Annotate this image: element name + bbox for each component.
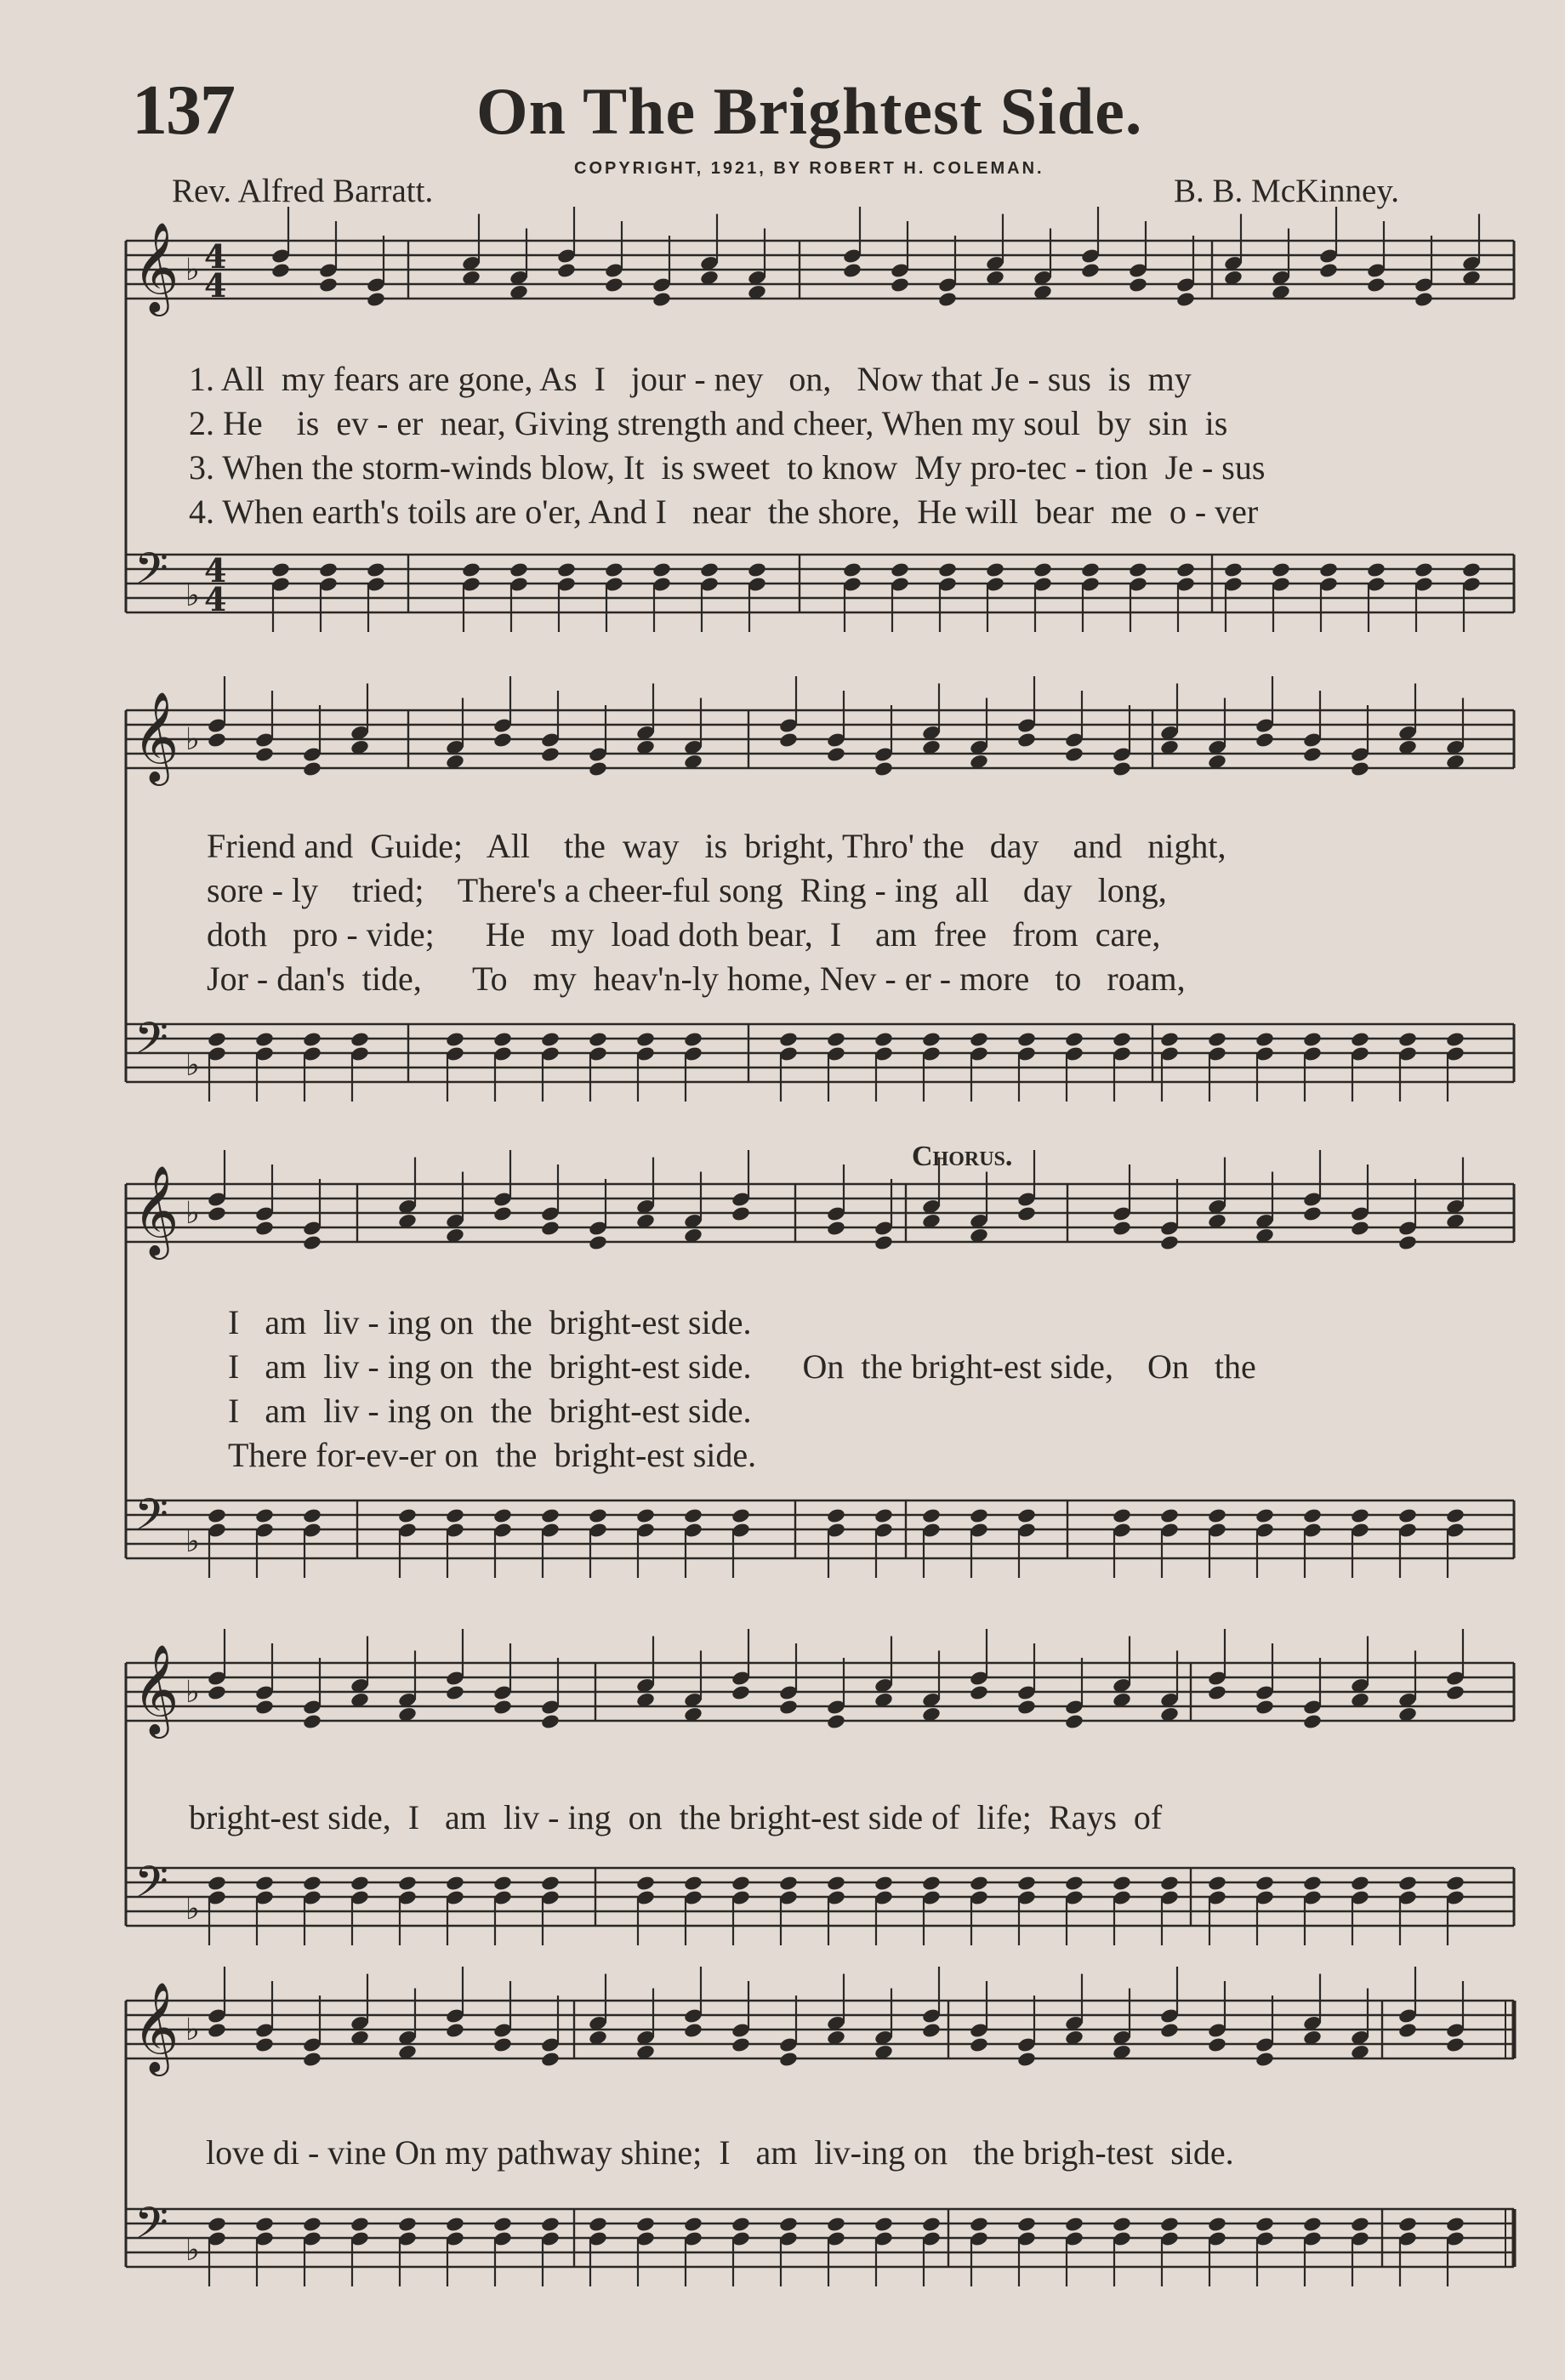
system-2-bass-note	[540, 1031, 561, 1048]
system-2-treble-note	[302, 760, 322, 777]
system-1-treble-note	[604, 276, 624, 293]
system-1-treble-note	[1128, 276, 1148, 293]
system-2-bass-note	[635, 1031, 656, 1048]
system-1-treble-note	[890, 276, 910, 293]
system-4-bass-note	[302, 1875, 322, 1892]
system-3-treble-clef: 𝄞	[133, 1164, 179, 1255]
system-5-treble-note	[969, 2036, 989, 2053]
system-2-bass-note	[350, 1031, 370, 1048]
system-2-treble-note	[540, 746, 561, 763]
system-4-treble-note	[445, 1684, 465, 1701]
system-3-treble-note	[1397, 1234, 1418, 1251]
system-5-bass-note	[1255, 2216, 1275, 2233]
verse-1-line-1: 1. All my fears are gone, As I jour - ney on, Now that Je - sus is my	[189, 360, 1192, 398]
verse-4-line-1: 4. When earth's toils are o'er, And I near the shore, He will bear me o - ver	[189, 493, 1259, 531]
system-5-bass-note	[254, 2216, 275, 2233]
system-4-bass-note	[1445, 1875, 1465, 1892]
system-5-bass-note	[302, 2216, 322, 2233]
system-1-treble-note	[842, 262, 862, 279]
system-4-bass-note	[1302, 1875, 1323, 1892]
system-3-treble-note	[540, 1220, 561, 1237]
system-5-treble-note	[1445, 2036, 1465, 2053]
system-4-bass-note	[1255, 1875, 1275, 1892]
system-4-bass-note	[826, 1875, 846, 1892]
verse-3-line-1: 3. When the storm-winds blow, It is sweet to know My pro-tec - tion Je - sus	[189, 448, 1266, 487]
system-2-bass-note	[1302, 1031, 1323, 1048]
system-5-bass-note	[588, 2216, 608, 2233]
system-3-treble-note	[492, 1205, 513, 1222]
system-2-treble-note	[1064, 746, 1084, 763]
system-5-bass-note	[683, 2216, 703, 2233]
system-4-treble-note	[778, 1699, 799, 1716]
system-5-treble-flat: ♭	[185, 2013, 200, 2047]
system-5-bass-note	[635, 2216, 656, 2233]
system-2-treble-flat: ♭	[185, 722, 200, 757]
chorus-label: Chorus.	[912, 1141, 1013, 1172]
system-2-bass-note	[969, 1031, 989, 1048]
system-1-bass-time-bottom: 4	[204, 580, 227, 618]
system-1-treble-note	[1414, 291, 1434, 308]
system-5-bass-note	[778, 2216, 799, 2233]
system-3-treble-note	[1159, 1234, 1180, 1251]
system-4-bass-note	[874, 1875, 894, 1892]
system-4-treble-note	[969, 1684, 989, 1701]
system-3-bass-note	[1302, 1507, 1323, 1524]
system-5-treble-note	[1397, 2022, 1418, 2039]
system-3-bass-note	[1445, 1507, 1465, 1524]
system-1-treble-note	[1366, 276, 1386, 293]
system-1-bass-note	[1128, 561, 1148, 578]
system-4-bass-note	[1207, 1875, 1227, 1892]
system-1-bass-time-top: 4	[204, 551, 227, 589]
system-2-bass-flat: ♭	[185, 1048, 200, 1083]
system-3-treble-note	[731, 1205, 751, 1222]
system-5-treble-note	[1255, 2051, 1275, 2068]
system-1-bass-note	[1414, 561, 1434, 578]
system-5-treble-clef: 𝄞	[133, 1981, 179, 2072]
system-1-bass-note	[1223, 561, 1243, 578]
system-3-treble-note	[254, 1220, 275, 1237]
system-1-bass-note	[604, 561, 624, 578]
system-5-treble-note	[445, 2022, 465, 2039]
verse-4-line-2: Jor - dan's tide, To my heav'n-ly home, Nev - er - more to roam,	[207, 959, 1186, 998]
system-1-treble-note	[652, 291, 672, 308]
system-4-bass-note	[731, 1875, 751, 1892]
system-4-treble-note	[1255, 1699, 1275, 1716]
system-2-treble-note	[1112, 760, 1132, 777]
system-1-bass-clef: 𝄢	[134, 543, 168, 605]
system-4-treble-note	[302, 1713, 322, 1730]
system-3-treble-note	[588, 1234, 608, 1251]
system-3-bass-note	[1255, 1507, 1275, 1524]
system-2-bass-note	[1112, 1031, 1132, 1048]
system-1-treble-note	[1318, 262, 1339, 279]
system-5-bass-note	[731, 2216, 751, 2233]
system-4-bass-note	[1350, 1875, 1370, 1892]
system-2-treble-note	[1350, 760, 1370, 777]
system-5-bass-note	[350, 2216, 370, 2233]
chorus-line-2: love di - vine On my pathway shine; I am liv-ing on the brigh-test side.	[206, 2133, 1234, 2172]
system-2-treble-note	[1255, 732, 1275, 749]
system-5-treble-note	[1207, 2036, 1227, 2053]
system-2-bass-note	[778, 1031, 799, 1048]
system-3-bass-note	[540, 1507, 561, 1524]
verse-2-line-3: I am liv - ing on the bright-est side. On the bright-est side, On the	[228, 1347, 1256, 1386]
system-3-bass-note	[397, 1507, 418, 1524]
system-5-bass-note	[921, 2216, 942, 2233]
system-4-treble-note	[254, 1699, 275, 1716]
system-5-bass-note	[1016, 2216, 1037, 2233]
system-4-bass-note	[350, 1875, 370, 1892]
system-1-treble-note	[366, 291, 386, 308]
system-3-bass-note	[302, 1507, 322, 1524]
system-2-bass-note	[207, 1031, 227, 1048]
system-4-bass-note	[969, 1875, 989, 1892]
system-5-bass-clef: 𝄢	[134, 2197, 168, 2259]
hymn-title: On The Brightest Side.	[476, 74, 1143, 148]
system-3-bass-note	[874, 1507, 894, 1524]
system-1-bass-note	[1033, 561, 1053, 578]
composer-credit: B. B. McKinney.	[1174, 173, 1400, 209]
system-4-treble-note	[826, 1713, 846, 1730]
system-2-bass-note	[492, 1031, 513, 1048]
lyricist-credit: Rev. Alfred Barratt.	[172, 173, 434, 209]
system-2-bass-note	[254, 1031, 275, 1048]
system-3-bass-note	[207, 1507, 227, 1524]
system-4-treble-flat: ♭	[185, 1675, 200, 1710]
verse-1-line-3: I am liv - ing on the bright-est side.	[228, 1303, 752, 1341]
system-3-treble-note	[874, 1234, 894, 1251]
system-1-treble-flat: ♭	[185, 253, 200, 288]
system-2-bass-note	[921, 1031, 942, 1048]
system-4-bass-note	[921, 1875, 942, 1892]
system-1-bass-note	[1461, 561, 1482, 578]
system-5-bass-note	[397, 2216, 418, 2233]
system-3-bass-note	[1016, 1507, 1037, 1524]
system-1-bass-note	[1080, 561, 1101, 578]
system-1-bass-note	[1175, 561, 1196, 578]
system-2-treble-note	[588, 760, 608, 777]
copyright-notice: COPYRIGHT, 1921, BY ROBERT H. COLEMAN.	[574, 159, 1044, 178]
system-2-bass-note	[1255, 1031, 1275, 1048]
system-2-bass-note	[1350, 1031, 1370, 1048]
system-5-treble-note	[1016, 2051, 1037, 2068]
system-1-bass-note	[1318, 561, 1339, 578]
system-5-bass-note	[445, 2216, 465, 2233]
system-1-bass-note	[1271, 561, 1291, 578]
system-2-bass-note	[1207, 1031, 1227, 1048]
system-4-bass-note	[445, 1875, 465, 1892]
system-3-bass-note	[492, 1507, 513, 1524]
system-4-treble-note	[1016, 1699, 1037, 1716]
system-3-treble-note	[207, 1205, 227, 1222]
system-3-bass-note	[826, 1507, 846, 1524]
system-5-treble-note	[540, 2051, 561, 2068]
system-3-treble-note	[302, 1234, 322, 1251]
system-5-bass-note	[1350, 2216, 1370, 2233]
system-4-bass-note	[397, 1875, 418, 1892]
system-1-bass-note	[270, 561, 291, 578]
system-4-treble-note	[540, 1713, 561, 1730]
system-4-treble-note	[1064, 1713, 1084, 1730]
system-2-treble-note	[874, 760, 894, 777]
system-2-bass-note	[1016, 1031, 1037, 1048]
system-1-treble-time-bottom: 4	[204, 266, 227, 305]
system-1-treble-clef: 𝄞	[133, 221, 179, 312]
system-4-bass-clef: 𝄢	[134, 1856, 168, 1918]
system-4-bass-note	[1397, 1875, 1418, 1892]
system-3-bass-note	[731, 1507, 751, 1524]
system-1-bass-note	[1366, 561, 1386, 578]
system-3-bass-note	[969, 1507, 989, 1524]
system-2-bass-note	[302, 1031, 322, 1048]
system-3-treble-note	[1112, 1220, 1132, 1237]
chorus-line-1: bright-est side, I am liv - ing on the bright-est side of life; Rays of	[189, 1798, 1163, 1836]
system-5-treble-note	[302, 2051, 322, 2068]
system-1-treble-note	[1080, 262, 1101, 279]
system-4-treble-note	[492, 1699, 513, 1716]
system-2-bass-note	[874, 1031, 894, 1048]
hymn-number: 137	[132, 71, 234, 150]
system-4-treble-note	[1302, 1713, 1323, 1730]
system-2-bass-clef: 𝄢	[134, 1012, 168, 1074]
system-2-bass-note	[1397, 1031, 1418, 1048]
system-4-bass-note	[1064, 1875, 1084, 1892]
system-1-bass-note	[556, 561, 577, 578]
system-1-bass-note	[699, 561, 720, 578]
system-3-bass-note	[1397, 1507, 1418, 1524]
system-3-treble-note	[826, 1220, 846, 1237]
system-5-treble-note	[778, 2051, 799, 2068]
system-4-bass-note	[207, 1875, 227, 1892]
system-5-treble-note	[731, 2036, 751, 2053]
system-1-bass-note	[747, 561, 767, 578]
system-4-bass-note	[1159, 1875, 1180, 1892]
system-4-treble-note	[1445, 1684, 1465, 1701]
system-2-bass-note	[588, 1031, 608, 1048]
system-2-treble-note	[207, 732, 227, 749]
system-1-treble-note	[318, 276, 339, 293]
system-5-bass-note	[874, 2216, 894, 2233]
system-3-bass-note	[445, 1507, 465, 1524]
system-5-bass-note	[826, 2216, 846, 2233]
system-1-bass-note	[890, 561, 910, 578]
system-3-treble-flat: ♭	[185, 1196, 200, 1231]
verse-2-line-1: 2. He is ev - er near, Giving strength and cheer, When my soul by sin is	[189, 404, 1228, 442]
system-2-treble-note	[254, 746, 275, 763]
system-2-bass-note	[683, 1031, 703, 1048]
system-1-treble-note	[937, 291, 958, 308]
system-4-bass-note	[683, 1875, 703, 1892]
system-2-treble-clef: 𝄞	[133, 691, 179, 782]
system-4-bass-note	[1016, 1875, 1037, 1892]
system-3-treble-note	[1302, 1205, 1323, 1222]
system-2-bass-note	[1445, 1031, 1465, 1048]
system-5-bass-note	[1064, 2216, 1084, 2233]
system-5-treble-note	[207, 2022, 227, 2039]
system-2-bass-note	[826, 1031, 846, 1048]
system-1-bass-note	[842, 561, 862, 578]
system-1-bass-note	[937, 561, 958, 578]
system-4-treble-note	[731, 1684, 751, 1701]
system-1-bass-note	[985, 561, 1005, 578]
system-5-treble-note	[921, 2022, 942, 2039]
system-1-bass-note	[318, 561, 339, 578]
system-4-bass-note	[254, 1875, 275, 1892]
system-4-bass-flat: ♭	[185, 1892, 200, 1927]
system-3-bass-note	[635, 1507, 656, 1524]
system-3-treble-note	[1350, 1220, 1370, 1237]
system-1-bass-note	[652, 561, 672, 578]
system-4-bass-note	[492, 1875, 513, 1892]
system-5-treble-note	[254, 2036, 275, 2053]
system-3-bass-note	[683, 1507, 703, 1524]
system-1-bass-note	[366, 561, 386, 578]
system-3-treble-note	[1016, 1205, 1037, 1222]
system-5-bass-flat: ♭	[185, 2233, 200, 2268]
system-5-bass-note	[207, 2216, 227, 2233]
verse-1-line-2: Friend and Guide; All the way is bright, Thro' the day and night,	[207, 827, 1226, 865]
system-1-bass-note	[509, 561, 529, 578]
system-5-bass-note	[1397, 2216, 1418, 2233]
system-5-bass-note	[540, 2216, 561, 2233]
system-3-bass-note	[921, 1507, 942, 1524]
system-5-bass-note	[1445, 2216, 1465, 2233]
system-2-bass-note	[1159, 1031, 1180, 1048]
system-5-bass-note	[1112, 2216, 1132, 2233]
system-5-bass-note	[1159, 2216, 1180, 2233]
system-3-bass-note	[254, 1507, 275, 1524]
system-5-treble-note	[1159, 2022, 1180, 2039]
system-5-bass-note	[1207, 2216, 1227, 2233]
system-1-treble-note	[1175, 291, 1196, 308]
system-3-bass-note	[1112, 1507, 1132, 1524]
system-4-bass-note	[635, 1875, 656, 1892]
system-5-bass-note	[969, 2216, 989, 2233]
verse-2-line-2: sore - ly tried; There's a cheer-ful song Ring - ing all day long,	[207, 871, 1167, 909]
system-2-treble-note	[1302, 746, 1323, 763]
system-4-treble-note	[1207, 1684, 1227, 1701]
system-4-treble-note	[207, 1684, 227, 1701]
verse-4-line-3: There for-ev-er on the bright-est side.	[228, 1436, 757, 1474]
system-3-bass-note	[1207, 1507, 1227, 1524]
system-1-treble-time-top: 4	[204, 237, 227, 276]
system-5-treble-note	[492, 2036, 513, 2053]
system-4-treble-clef: 𝄞	[133, 1643, 179, 1734]
system-4-bass-note	[778, 1875, 799, 1892]
system-1-treble-note	[270, 262, 291, 279]
system-3-bass-clef: 𝄢	[134, 1489, 168, 1551]
system-2-bass-note	[1064, 1031, 1084, 1048]
system-2-treble-note	[1016, 732, 1037, 749]
verse-3-line-2: doth pro - vide; He my load doth bear, I am free from care,	[207, 915, 1161, 954]
system-1-bass-flat: ♭	[185, 578, 200, 613]
system-4-bass-note	[1112, 1875, 1132, 1892]
system-5-treble-note	[683, 2022, 703, 2039]
system-3-bass-note	[1350, 1507, 1370, 1524]
verse-3-line-3: I am liv - ing on the bright-est side.	[228, 1392, 752, 1430]
system-3-bass-note	[1159, 1507, 1180, 1524]
system-1-treble-note	[556, 262, 577, 279]
system-1-bass-note	[461, 561, 481, 578]
system-2-bass-note	[445, 1031, 465, 1048]
system-3-bass-note	[588, 1507, 608, 1524]
system-2-treble-note	[492, 732, 513, 749]
system-2-treble-note	[826, 746, 846, 763]
system-5-bass-note	[1302, 2216, 1323, 2233]
system-4-bass-note	[540, 1875, 561, 1892]
system-3-bass-flat: ♭	[185, 1524, 200, 1559]
system-2-treble-note	[778, 732, 799, 749]
system-5-bass-note	[492, 2216, 513, 2233]
